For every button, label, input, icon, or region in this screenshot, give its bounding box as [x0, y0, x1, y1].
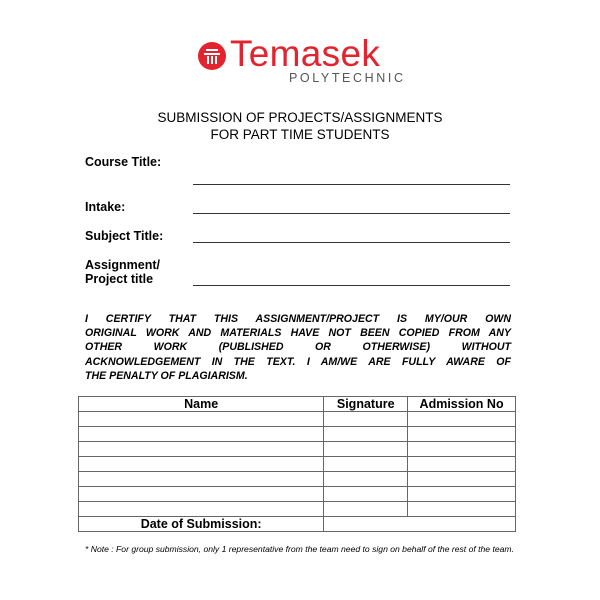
- assignment-label-line1: Assignment/: [85, 258, 161, 272]
- table-header-row: [79, 397, 516, 412]
- signature-cell[interactable]: [324, 502, 408, 517]
- signature-cell[interactable]: [324, 487, 408, 502]
- intake-label: Intake:: [85, 200, 126, 214]
- certification-line: I CERTIFY THAT THIS ASSIGNMENT/PROJECT IS MY/OUR OWN: [85, 313, 511, 325]
- certification-statement: [85, 312, 511, 383]
- signature-cell[interactable]: [324, 457, 408, 472]
- table-row: [79, 457, 516, 472]
- admission-no-cell[interactable]: [408, 487, 516, 502]
- name-cell[interactable]: [79, 502, 324, 517]
- name-cell[interactable]: [79, 472, 324, 487]
- table-row: [79, 487, 516, 502]
- name-cell[interactable]: [79, 427, 324, 442]
- signature-cell[interactable]: [324, 427, 408, 442]
- name-header: Name: [79, 397, 324, 412]
- course-title-label: Course Title:: [85, 155, 162, 169]
- signature-cell[interactable]: [324, 412, 408, 427]
- logo-subtitle: POLYTECHNIC: [289, 71, 406, 85]
- course-title-field[interactable]: [193, 184, 510, 185]
- form-title-line1: SUBMISSION OF PROJECTS/ASSIGNMENTS: [157, 110, 443, 125]
- name-cell[interactable]: [79, 487, 324, 502]
- admission-no-header: Admission No: [408, 397, 516, 412]
- name-cell[interactable]: [79, 457, 324, 472]
- table-row: [79, 442, 516, 457]
- subject-title-label: Subject Title:: [85, 229, 164, 243]
- signature-header: Signature: [324, 397, 408, 412]
- table-row: [79, 502, 516, 517]
- name-cell[interactable]: [79, 442, 324, 457]
- certification-line: THE PENALTY OF PLAGIARISM.: [85, 369, 248, 382]
- admission-no-cell[interactable]: [408, 442, 516, 457]
- date-of-submission-field[interactable]: [324, 517, 516, 532]
- admission-no-cell[interactable]: [408, 457, 516, 472]
- temasek-logo: [197, 33, 407, 88]
- subject-title-field[interactable]: [193, 242, 510, 243]
- temasek-seal-icon: [197, 41, 227, 71]
- certification-line: OTHER WORK (PUBLISHED OR OTHERWISE) WITHOUT: [85, 341, 511, 354]
- form-title-line2: FOR PART TIME STUDENTS: [210, 127, 390, 142]
- signature-cell[interactable]: [324, 472, 408, 487]
- name-cell[interactable]: [79, 412, 324, 427]
- submission-table: [78, 396, 516, 532]
- intake-field[interactable]: [193, 213, 510, 214]
- assignment-title-field[interactable]: [193, 285, 510, 286]
- admission-no-cell[interactable]: [408, 502, 516, 517]
- admission-no-cell[interactable]: [408, 427, 516, 442]
- date-of-submission-label: Date of Submission:: [79, 517, 324, 532]
- table-row: [79, 412, 516, 427]
- certification-line: ACKNOWLEDGEMENT IN THE TEXT. I AM/WE ARE FULLY AWARE OF: [85, 355, 511, 368]
- signature-cell[interactable]: [324, 442, 408, 457]
- table-row: [79, 472, 516, 487]
- group-submission-note: * Note : For group submission, only 1 representative from the team need to sign on behalf of the rest of the team.: [85, 544, 514, 554]
- admission-no-cell[interactable]: [408, 412, 516, 427]
- assignment-label-line2: Project title: [85, 272, 154, 286]
- logo-name: Temasek: [230, 33, 381, 74]
- date-of-submission-row: [79, 517, 516, 532]
- certification-line: ORIGINAL WORK AND MATERIALS HAVE NOT BEEN COPIED FROM ANY: [85, 327, 511, 340]
- table-row: [79, 427, 516, 442]
- admission-no-cell[interactable]: [408, 472, 516, 487]
